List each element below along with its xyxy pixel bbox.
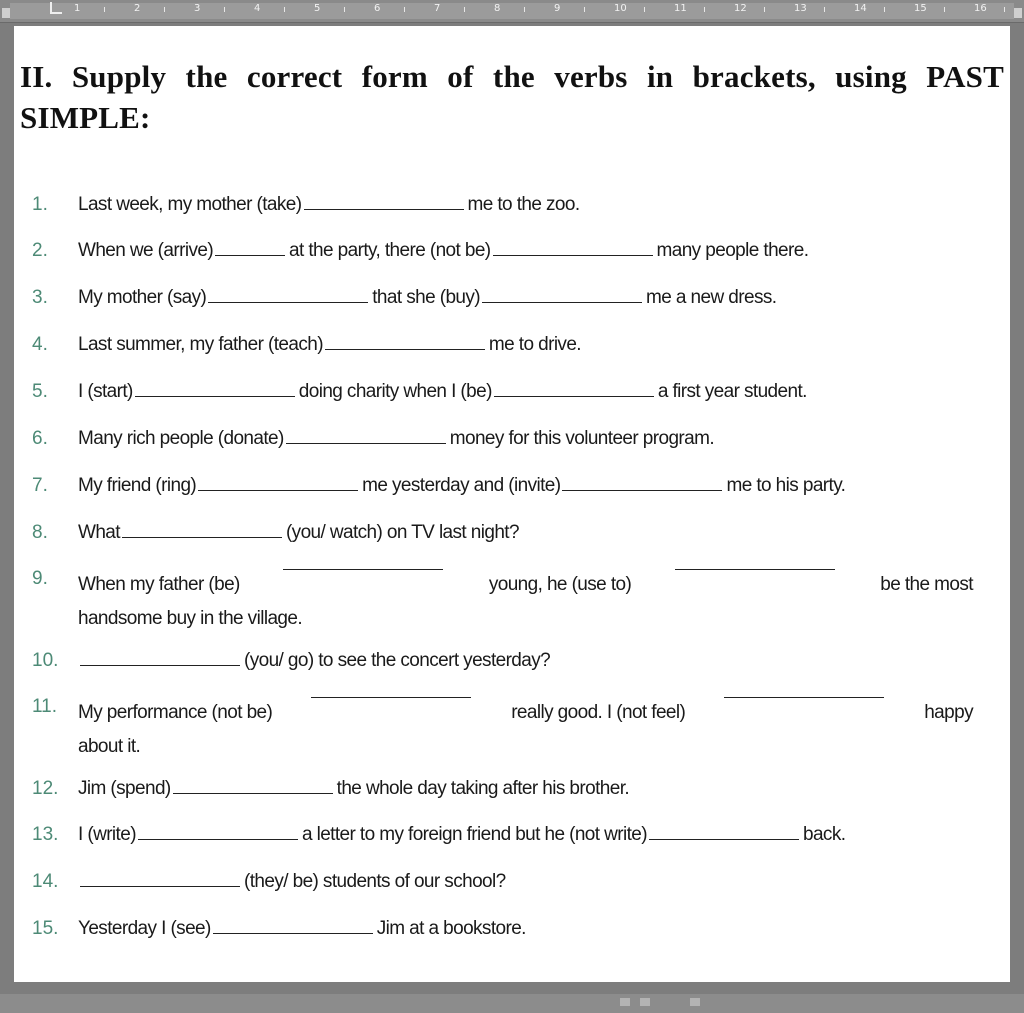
ruler-tick xyxy=(944,7,945,12)
item-text xyxy=(78,871,506,893)
ruler-tick xyxy=(644,7,645,12)
ruler-number: 13 xyxy=(794,3,807,14)
ruler-number: 9 xyxy=(554,3,561,14)
item-text-segment: me yesterday and (invite) xyxy=(362,475,561,496)
item-text-segment: Jim (spend) xyxy=(78,778,171,799)
ruler-tick xyxy=(884,7,885,12)
item-number: 13. xyxy=(32,824,59,845)
item-line xyxy=(78,650,550,672)
item-text-segment: I (write) xyxy=(78,824,136,845)
answer-blank[interactable] xyxy=(283,568,443,570)
item-number: 10. xyxy=(32,650,59,671)
item-text-segment: the whole day taking after his brother. xyxy=(336,778,630,799)
item-number: 14. xyxy=(32,871,59,892)
item-number: 1. xyxy=(32,194,48,215)
item-number: 11. xyxy=(32,696,58,717)
item-number: 12. xyxy=(32,778,59,799)
item-text-segment: Yesterday I (see) xyxy=(78,918,211,939)
horizontal-ruler[interactable] xyxy=(0,0,1024,23)
item-number: 7. xyxy=(32,475,48,496)
answer-blank[interactable] xyxy=(649,838,799,840)
ruler-tick xyxy=(704,7,705,12)
ruler-tick xyxy=(764,7,765,12)
item-text xyxy=(78,381,807,403)
answer-blank[interactable] xyxy=(80,664,240,666)
item-line xyxy=(78,194,580,216)
item-text-segment: me to drive. xyxy=(488,334,581,355)
left-indent-marker[interactable] xyxy=(2,8,10,18)
item-text-segment: Jim at a bookstore. xyxy=(376,918,526,939)
ruler-number: 7 xyxy=(434,3,441,14)
item-text xyxy=(78,287,776,309)
item-text xyxy=(78,522,519,544)
item-line xyxy=(78,871,506,893)
item-text-segment: When we (arrive) xyxy=(78,240,214,261)
ruler-number: 5 xyxy=(314,3,321,14)
answer-blank[interactable] xyxy=(135,395,295,397)
ruler-tick xyxy=(164,7,165,12)
item-number: 9. xyxy=(32,568,48,589)
ruler-number: 3 xyxy=(194,3,201,14)
ruler-number: 16 xyxy=(974,3,987,14)
tab-stop-icon[interactable] xyxy=(50,2,62,14)
item-text-segment: young, he (use to) xyxy=(488,574,632,595)
item-text-segment: me to his party. xyxy=(726,475,846,496)
item-text xyxy=(78,428,714,450)
item-text xyxy=(78,778,629,800)
item-text-segment: at the party, there (not be) xyxy=(289,240,491,261)
ruler-number: 8 xyxy=(494,3,501,14)
item-text-segment: me a new dress. xyxy=(646,287,777,308)
item-text-segment: What xyxy=(78,522,120,543)
answer-blank[interactable] xyxy=(138,838,298,840)
right-indent-marker[interactable] xyxy=(1014,8,1022,18)
item-text-segment: back. xyxy=(802,824,846,845)
item-text-segment: (you/ watch) on TV last night? xyxy=(285,522,519,543)
item-number: 5. xyxy=(32,381,48,402)
ruler-tick xyxy=(524,7,525,12)
item-text-segment: I (start) xyxy=(78,381,133,402)
item-line xyxy=(78,287,776,309)
item-text-segment: a letter to my foreign friend but he (not write) xyxy=(301,824,647,845)
ruler-tick xyxy=(584,7,585,12)
item-text-segment: (you/ go) to see the concert yesterday? xyxy=(244,650,551,671)
answer-blank[interactable] xyxy=(311,696,471,698)
ruler-number: 11 xyxy=(674,3,687,14)
item-text-segment: (they/ be) students of our school? xyxy=(244,871,506,892)
ruler-number: 12 xyxy=(734,3,747,14)
answer-blank[interactable] xyxy=(173,792,333,794)
ruler-tick xyxy=(404,7,405,12)
item-text xyxy=(78,475,845,497)
item-continuation: handsome buy in the village. xyxy=(78,608,303,629)
item-text-segment: many people there. xyxy=(656,240,809,261)
answer-blank[interactable] xyxy=(213,932,373,934)
answer-blank[interactable] xyxy=(208,301,368,303)
answer-blank[interactable] xyxy=(482,301,642,303)
answer-blank[interactable] xyxy=(493,254,653,256)
item-line xyxy=(78,696,973,730)
item-number: 3. xyxy=(32,287,48,308)
item-text xyxy=(78,824,845,846)
item-line xyxy=(78,381,807,403)
answer-blank[interactable] xyxy=(494,395,654,397)
ruler-number: 1 xyxy=(74,3,81,14)
ruler-number: 15 xyxy=(914,3,927,14)
item-text xyxy=(78,240,808,262)
ruler-tick xyxy=(1004,7,1005,12)
answer-blank[interactable] xyxy=(198,489,358,491)
item-text-segment: doing charity when I (be) xyxy=(298,381,492,402)
item-number: 6. xyxy=(32,428,48,449)
answer-blank[interactable] xyxy=(675,568,835,570)
item-continuation: about it. xyxy=(78,736,141,757)
ruler-tick xyxy=(464,7,465,12)
item-text-segment: Last week, my mother (take) xyxy=(78,194,302,215)
answer-blank[interactable] xyxy=(215,254,285,256)
answer-blank[interactable] xyxy=(724,696,884,698)
ruler-tick xyxy=(224,7,225,12)
ruler-number: 6 xyxy=(374,3,381,14)
ruler-number: 10 xyxy=(614,3,627,14)
item-text-segment: My friend (ring) xyxy=(78,475,197,496)
item-text xyxy=(78,650,550,672)
item-text-segment: When my father (be) xyxy=(78,574,240,595)
item-text-segment: happy xyxy=(924,702,973,723)
item-text-segment: that she (buy) xyxy=(372,287,481,308)
document-page[interactable] xyxy=(14,26,1010,982)
ruler-number: 2 xyxy=(134,3,141,14)
item-line xyxy=(78,334,581,356)
item-number: 15. xyxy=(32,918,59,939)
item-text xyxy=(78,194,580,216)
item-text xyxy=(78,918,526,940)
ruler-number: 14 xyxy=(854,3,867,14)
item-line xyxy=(78,568,973,602)
item-text-segment: My mother (say) xyxy=(78,287,207,308)
item-text-segment: money for this volunteer program. xyxy=(449,428,715,449)
item-text xyxy=(78,568,973,636)
item-text xyxy=(78,334,581,356)
exercise-heading: II. Supply the correct form of the verbs in brackets, using PAST SIMPLE: xyxy=(20,59,1004,135)
item-text-segment: a first year student. xyxy=(657,381,807,402)
zoom-icon[interactable] xyxy=(690,998,700,1006)
ruler-tick xyxy=(344,7,345,12)
layout-icon[interactable] xyxy=(640,998,650,1006)
answer-blank[interactable] xyxy=(325,348,485,350)
item-text-segment: really good. I (not feel) xyxy=(511,702,686,723)
item-text xyxy=(78,696,973,764)
item-line xyxy=(78,778,629,800)
item-number: 8. xyxy=(32,522,48,543)
item-line xyxy=(78,522,519,544)
answer-blank[interactable] xyxy=(122,536,282,538)
answer-blank[interactable] xyxy=(286,442,446,444)
bottom-toolbar xyxy=(0,994,1024,1013)
answer-blank[interactable] xyxy=(304,208,464,210)
view-icon[interactable] xyxy=(620,998,630,1006)
item-text-segment: be the most xyxy=(880,574,973,595)
item-line xyxy=(78,428,714,450)
ruler-tick xyxy=(824,7,825,12)
ruler-number: 4 xyxy=(254,3,261,14)
answer-blank[interactable] xyxy=(80,885,240,887)
item-number: 2. xyxy=(32,240,48,261)
item-text-segment: Many rich people (donate) xyxy=(78,428,284,449)
ruler-tick xyxy=(284,7,285,12)
item-number: 4. xyxy=(32,334,48,355)
item-text-segment: Last summer, my father (teach) xyxy=(78,334,323,355)
item-line xyxy=(78,475,845,497)
ruler-tick xyxy=(104,7,105,12)
answer-blank[interactable] xyxy=(562,489,722,491)
item-text-segment: me to the zoo. xyxy=(467,194,580,215)
item-line xyxy=(78,918,526,940)
item-text-segment: My performance (not be) xyxy=(78,702,273,723)
item-line xyxy=(78,240,808,262)
item-line xyxy=(78,824,845,846)
